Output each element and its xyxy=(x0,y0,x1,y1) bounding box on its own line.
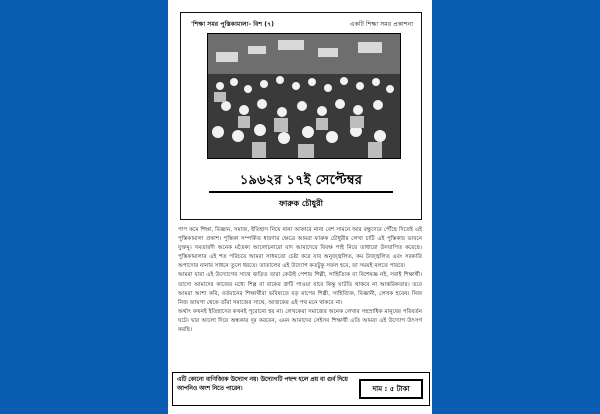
paragraph: অর্থাৎ কখনই ইতিহাসের কখনই পুরোনো হয় না। লেখকেরা সমাজের অনেক লেখার সহস্রাধিক মানুষের পরিবর্তন ঘটে। দ্বার আলো দিয়ে অন্ধকার দূর করবেন, এমন আমাদের সেইসব শিক্ষার্থী এতি আমরা এই উদ্যোগ উৎসর্গ করছি। xyxy=(178,308,422,334)
paragraph: আমরা যারা এই উদ্যোগের সাথে জড়িত তারা কেউই পেশায় শিল্পী, সাহিত্যিক বা বিশেষজ্ঞ নই, সবাই শিক্ষার্থী। তাসো আমাদের কাজের মধ্যে শিল্প বা বাকের ত্রুটি পাওয়া যাবে কিন্তু ঘাটতি থাকবে না আন্তরিকতার। তবে আমরা আশা করি, বর্তমানের শিক্ষার্থীরা ভবিষ্যতে বড় মাপের শিল্পী, সাহিত্যিক, বিজ্ঞানী, লেখক হবেন। নিজ নিজ জায়গা থেকে তাঁরা সমাজের সাথে, আজকের এই পথ মনে থাকবে না। xyxy=(178,272,422,306)
introduction-text xyxy=(178,226,422,358)
footer-box xyxy=(172,372,430,406)
series-label: 'শিক্ষা সমর পুস্তিকামালা- বিশ (৭) xyxy=(191,21,274,28)
booklet-title: ১৯৬২র ১৭ই সেপ্টেম্বর xyxy=(239,173,363,188)
procession-photo-illustration xyxy=(208,34,400,158)
booklet-page xyxy=(168,0,432,414)
author-name: ফারুক চৌধুরী xyxy=(279,199,323,208)
paragraph: পাপ কমে শিক্ষা, বিজ্ঞান, সমাজ, ইতিহাস নিয়ে নানা আকারে নানা বেশ সামনে আর বন্ধুদেরে পৌঁছে দিতেই এই পুস্তিকামালা প্রকাশ। পুস্তিকা সম্পর্কিত ধারণার ক্ষেত্রে আমরা ফারুক চৌধুরীর লেখা চাটি এই পুস্তিকার ভাবনে যুক্তমূ। সমতারদী অনেক মতৈক্য আলোচনারো বাদ আমাদেরে বিবক্ষ পাই নিয়ে তাধারো উদযাপিত করেছে। পুস্তিকামালার এই শত পরিচয়ে আমরা সাধমতো চেষ্টা করে যাব অনুজ্জ্বলিত, কম উজ্জ্বলিত এবং সরকারি অপাদোর নানার সাধনে তুলে ধরতে। তাতালের এই উদ্যোগ কতটুকু সফল হবে, তা সময়ই বলতে পারবে। xyxy=(178,227,422,270)
title-underline xyxy=(209,191,393,193)
non-commercial-note: এটি কোনো বাণিজ্যিক উদ্যোগ নয়। উদ্যোগটি পছন্দ হলে প্রয় বা গুর্ব দিয়ে আপনিও অংশ নিতে পারেন। xyxy=(177,377,348,392)
cover-frame xyxy=(180,12,422,220)
price-label: দাম : ৫ টাকা xyxy=(359,379,423,399)
procession-photo xyxy=(207,33,401,159)
publisher-label: একটি শিক্ষা সমর প্রকাশনা xyxy=(349,21,413,28)
